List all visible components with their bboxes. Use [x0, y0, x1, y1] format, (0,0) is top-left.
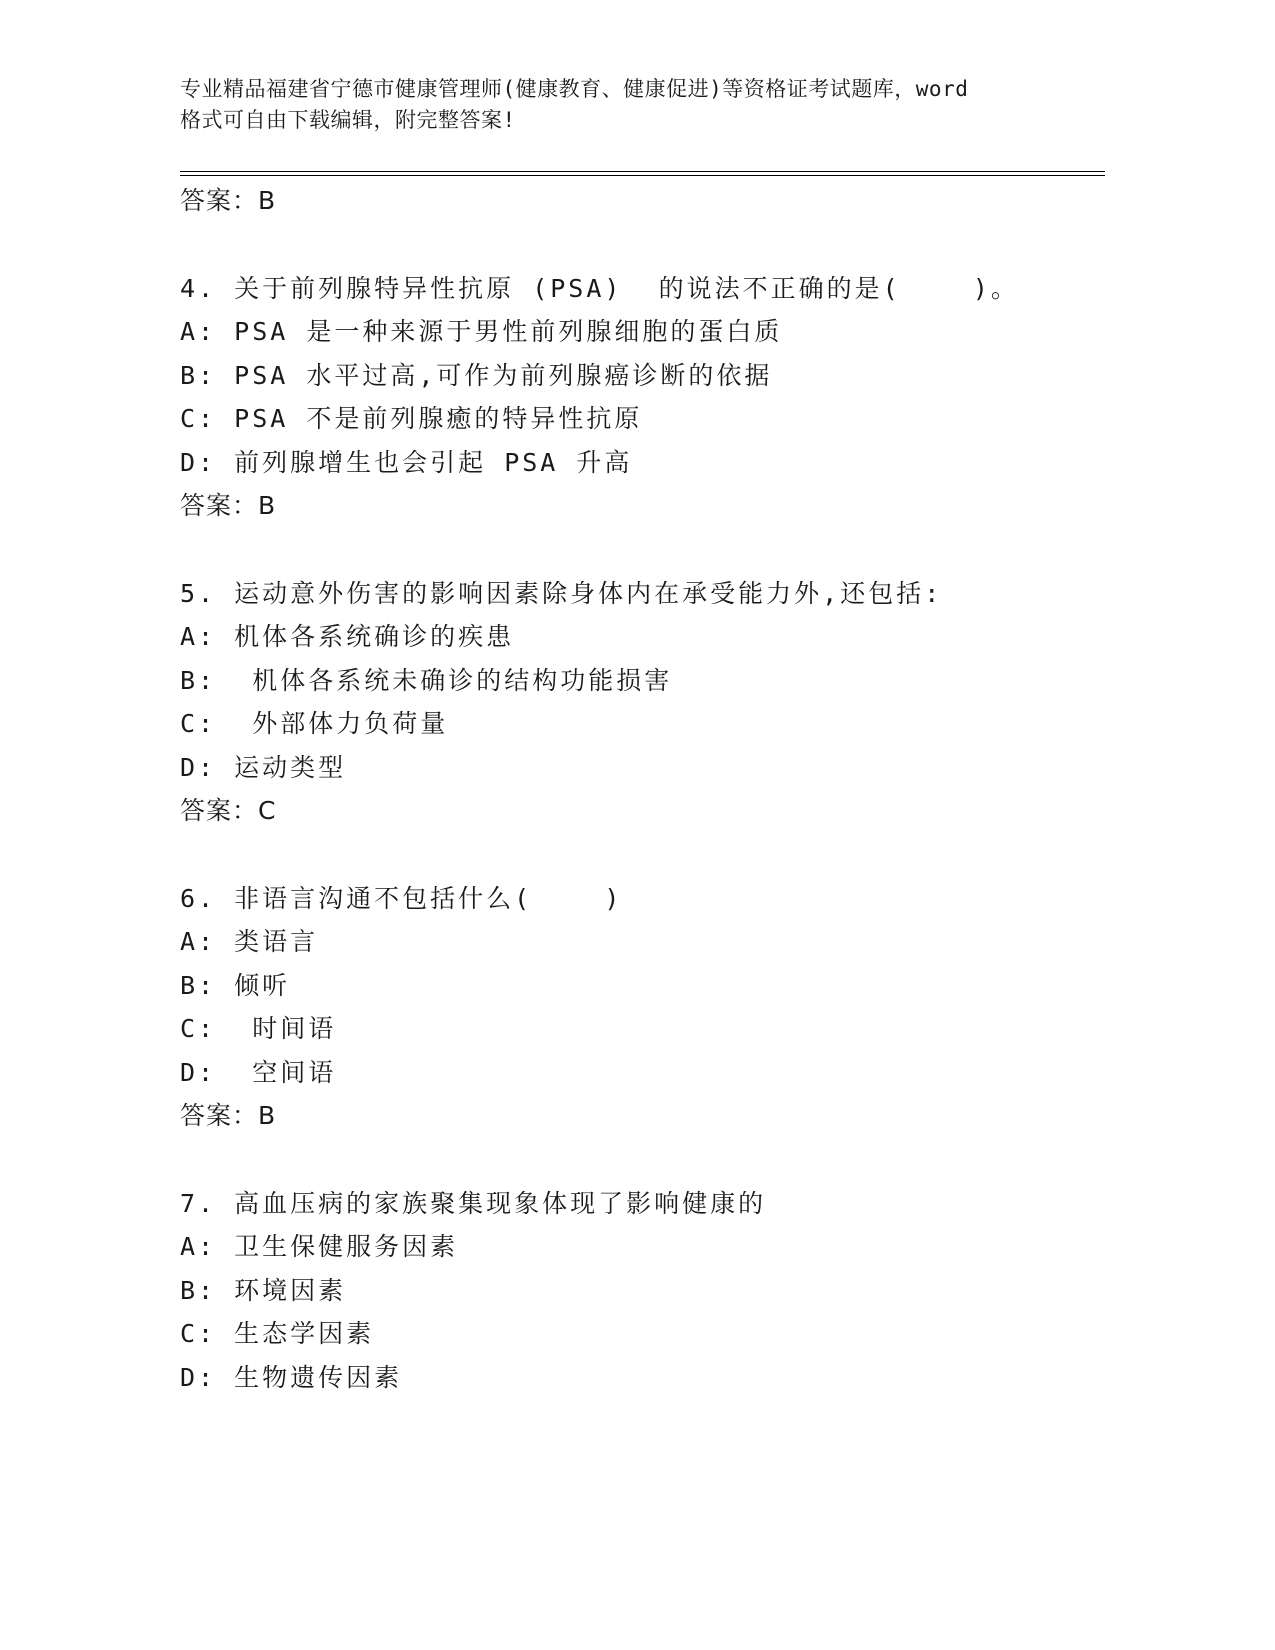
question-5-option-b: B: 机体各系统未确诊的结构功能损害: [180, 666, 673, 695]
question-4-option-c: C: PSA 不是前列腺癒的特异性抗原: [180, 404, 643, 433]
question-6-answer: 答案：B: [180, 1101, 277, 1130]
question-5-option-c: C: 外部体力负荷量: [180, 709, 449, 738]
question-7-option-b: B: 环境因素: [180, 1276, 347, 1305]
question-5-option-a: A: 机体各系统确诊的疾患: [180, 622, 515, 651]
question-4-option-a: A: PSA 是一种来源于男性前列腺细胞的蛋白质: [180, 317, 783, 346]
question-6-stem: 6. 非语言沟通不包括什么( ): [180, 884, 623, 913]
question-4-stem: 4. 关于前列腺特异性抗原 (PSA) 的说法不正确的是( )。: [180, 274, 1019, 303]
question-4-answer: 答案：B: [180, 491, 277, 520]
question-4-option-d: D: 前列腺增生也会引起 PSA 升高: [180, 448, 633, 477]
question-5-option-d: D: 运动类型: [180, 753, 347, 782]
answer-prev: 答案：B: [180, 186, 277, 215]
header-divider-top: [180, 171, 1105, 172]
document-header: [180, 74, 1060, 136]
header-line-2: 格式可自由下载编辑，附完整答案!: [180, 108, 516, 132]
question-6-option-a: A: 类语言: [180, 927, 319, 956]
question-6-option-d: D: 空间语: [180, 1058, 337, 1087]
question-7-option-c: C: 生态学因素: [180, 1319, 375, 1348]
question-7-stem: 7. 高血压病的家族聚集现象体现了影响健康的: [180, 1189, 767, 1218]
question-7-option-a: A: 卫生保健服务因素: [180, 1232, 459, 1261]
question-4-option-b: B: PSA 水平过高,可作为前列腺癌诊断的依据: [180, 361, 773, 390]
question-6-option-b: B: 倾听: [180, 971, 291, 1000]
header-divider-bottom: [180, 175, 1105, 176]
question-5-answer: 答案：C: [180, 796, 277, 825]
question-6-option-c: C: 时间语: [180, 1014, 337, 1043]
question-5-stem: 5. 运动意外伤害的影响因素除身体内在承受能力外,还包括:: [180, 579, 943, 608]
question-7-option-d: D: 生物遗传因素: [180, 1363, 403, 1392]
header-line-1: 专业精品福建省宁德市健康管理师(健康教育、健康促进)等资格证考试题库，word: [180, 77, 969, 101]
